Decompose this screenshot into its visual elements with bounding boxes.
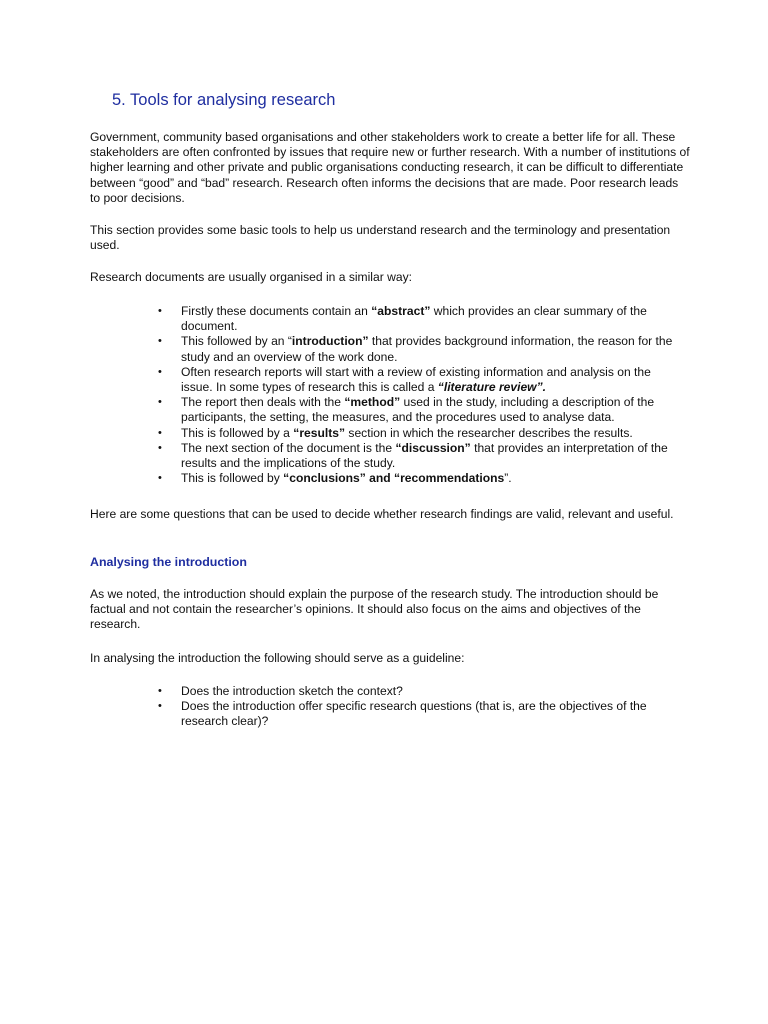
bullet-icon: • xyxy=(158,441,162,454)
guideline-bullet-list xyxy=(158,684,683,730)
list-item xyxy=(158,365,683,395)
bullet-icon: • xyxy=(158,396,162,409)
section-heading: 5. Tools for analysing research xyxy=(112,91,336,109)
list-item-text: This is followed by “conclusions” and “recommendations”. xyxy=(181,471,512,486)
bullet-icon: • xyxy=(158,472,162,485)
list-item-text: Does the introduction offer specific research questions (that is, are the objectives of the research clear)? xyxy=(181,699,647,729)
bullet-icon: • xyxy=(158,365,162,378)
subsection-paragraph-2: In analysing the introduction the following should serve as a guideline: xyxy=(90,651,465,665)
list-item-text: This is followed by a “results” section in which the researcher describes the results. xyxy=(181,425,633,440)
list-item-text: The report then deals with the “method” used in the study, including a description of the participants, the setting, the measures, and the procedures used to analyse data. xyxy=(181,395,655,425)
intro-paragraph-2: This section provides some basic tools to help us understand research and the terminology and presentation used. xyxy=(90,223,671,253)
list-item-text: The next section of the document is the “discussion” that provides an interpretation of the results and the implications of the study. xyxy=(181,440,668,471)
list-item xyxy=(158,699,683,729)
list-item-text: Firstly these documents contain an “abstract” which provides an clear summary of the document. xyxy=(181,304,647,334)
structure-bullet-list xyxy=(158,304,683,486)
intro-paragraph-3: Research documents are usually organised in a similar way: xyxy=(90,270,412,284)
questions-paragraph: Here are some questions that can be used to decide whether research findings are valid, relevant and useful. xyxy=(90,507,674,521)
list-item xyxy=(158,426,683,441)
intro-paragraph-1: Government, community based organisations and other stakeholders work to create a better life for all. These stakeholders are often confronted by issues that require new or further research. With a number of institutions of higher learning and other private and public organisations conducting research, it can be difficult to differentiate between “good” and “bad” research. Research often informs the decisions that are made. Poor research leads to poor decisions. xyxy=(90,130,690,205)
subsection-heading: Analysing the introduction xyxy=(90,555,247,569)
bullet-icon: • xyxy=(158,335,162,348)
list-item xyxy=(158,395,683,425)
subsection-paragraph-1: As we noted, the introduction should explain the purpose of the research study. The introduction should be factual and not contain the researcher’s opinions. It should also focus on the aims and objectives of the research. xyxy=(90,587,659,632)
list-item xyxy=(158,334,683,364)
list-item xyxy=(158,304,683,334)
list-item-text: Often research reports will start with a review of existing information and analysis on the issue. In some types of research this is called a “literature review”. xyxy=(181,364,651,395)
list-item xyxy=(158,441,683,471)
list-item xyxy=(158,471,683,486)
list-item-text: This followed by an “introduction” that provides background information, the reason for the study and an overview of the work done. xyxy=(181,334,673,364)
bullet-icon: • xyxy=(158,685,162,697)
bullet-icon: • xyxy=(158,700,162,713)
list-item-text: Does the introduction sketch the context? xyxy=(181,684,403,698)
bullet-icon: • xyxy=(158,426,162,439)
list-item xyxy=(158,684,683,699)
bullet-icon: • xyxy=(158,305,162,317)
